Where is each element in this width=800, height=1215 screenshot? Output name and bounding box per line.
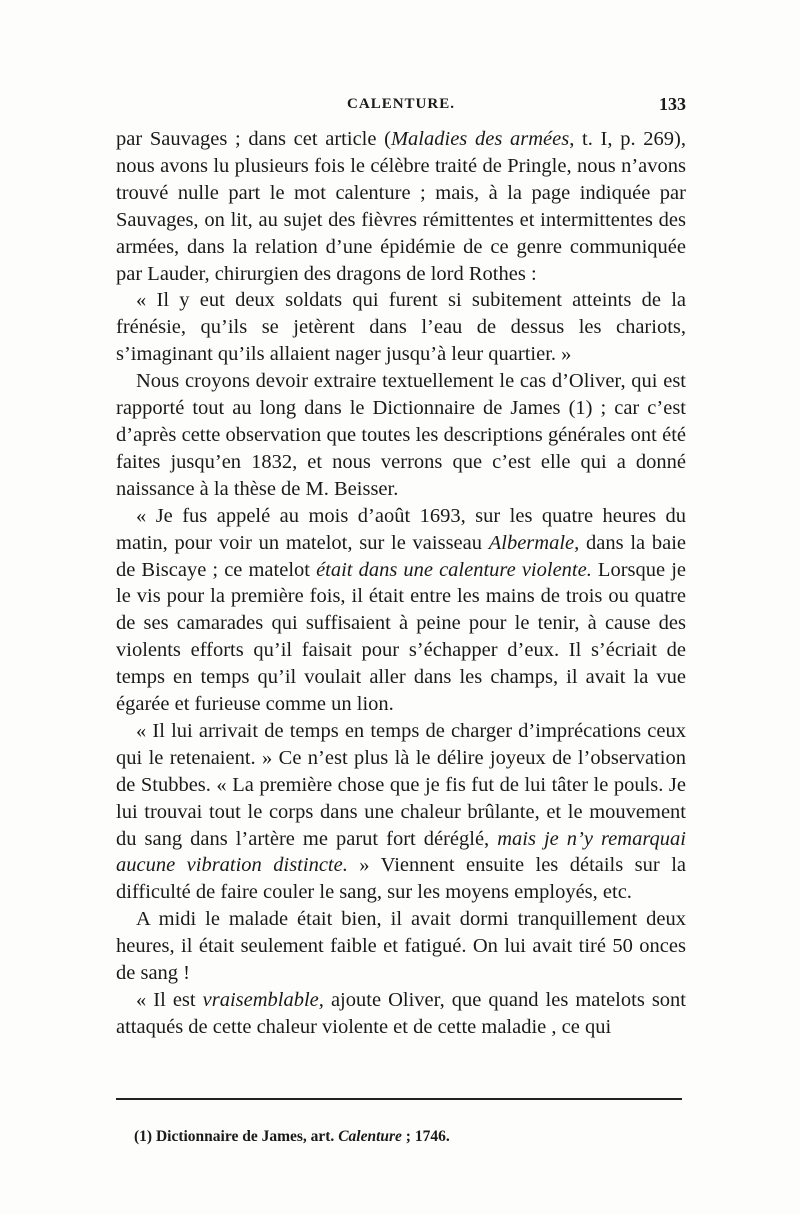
- page-number: 133: [659, 94, 686, 114]
- text-run: dans la baie de Biscaye ; ce matelot: [116, 531, 687, 581]
- footnote-rule: [116, 1098, 682, 1100]
- text-run: « Je fus appelé au mois d’août 1693, sur les quatre heures du matin, pour voir un matelot, sur le vaisseau: [116, 504, 686, 554]
- italic-text: était dans une calenture violente.: [316, 558, 592, 581]
- text-run: A midi le malade était bien, il avait dormi tranquillement deux heures, il était seulement faible et fatigué. On lui avait tiré 50 onces de sang !: [116, 908, 686, 985]
- text-run: « Il est: [136, 989, 203, 1011]
- footnote-italic-text: Calenture: [338, 1128, 402, 1145]
- footnote-date: ; 1746.: [401, 1128, 450, 1145]
- text-run: , t. I, p. 269), nous avons lu plusieurs fois le célèbre traité de Pringle, nous n’avons trouvé nulle part le mot calenture ; mais, à la page indiquée par Sauvages, on lit, au sujet des fièvres rémittentes et intermittentes des armées, dans la relation d’une épidémie de ce genre communiquée par Lauder, chirurgien des dragons de lord Rothes :: [116, 128, 686, 285]
- text-run: Lorsque je le vis pour la première fois, il était entre les mains de trois ou quatre de ses camarades qui suffisaient à peine pour le tenir, à cause des violents efforts qu’il faisait pour s’échapper d’eux. Il s’écriait de temps en temps qu’il voulait aller dans les champs, il avait la vue égarée et furieuse comme un lion.: [116, 558, 686, 716]
- footnote-text: (1) Dictionnaire de James, art.: [134, 1128, 339, 1145]
- running-head: [116, 96, 686, 120]
- text-run: » Viennent ensuite les détails sur la difficulté de faire couler le sang, sur les moyens employés, etc.: [116, 854, 686, 904]
- italic-text: Albermale,: [488, 531, 580, 554]
- paragraph: [116, 126, 686, 287]
- running-title: CALENTURE.: [347, 96, 455, 112]
- italic-text: vraisemblable,: [202, 989, 324, 1011]
- text-run: ajoute Oliver, que quand les matelots sont attaqués de cette chaleur violente et de cette maladie , ce qui: [116, 989, 686, 1038]
- text-run: « Il lui arrivait de temps en temps de charger d’imprécations ceux qui le retenaient. » Ce n’est plus là le délire joyeux de l’observation de Stubbes. « La première chose que je fis fut de lui tâter le pouls. Je lui trouvai tout le corps dans une chaleur brûlante, et le mouvement du sang dans l’artère me parut fort déréglé,: [116, 719, 686, 850]
- paragraph: [116, 503, 686, 718]
- paragraph: [116, 987, 686, 1041]
- text-run: par Sauvages ; dans cet article (: [116, 128, 391, 150]
- paragraph: [116, 368, 686, 503]
- italic-text: mais je n’y remarquai aucune vibration distincte.: [116, 827, 686, 877]
- text-run: Nous croyons devoir extraire textuellement le cas d’Oliver, qui est rapporté tout au long dans le Dictionnaire de James (1) ; car c’est d’après cette observation que toutes les descriptions générales ont été faites jusqu’en 1832, et nous verrons que c’est elle qui a donné naissance à la thèse de M. Beisser.: [116, 370, 686, 500]
- footnote: [134, 1128, 684, 1146]
- paragraph: [116, 287, 686, 368]
- text-run: « Il y eut deux soldats qui furent si subitement atteints de la frénésie, qu’ils se jetèrent dans l’eau de dessus les chariots, s’imaginant qu’ils allaient nager jusqu’à leur quartier. »: [116, 289, 686, 366]
- paragraph: [116, 906, 686, 987]
- italic-text: Maladies des armées: [390, 128, 570, 150]
- body-text: [116, 126, 686, 1041]
- paragraph: [116, 718, 686, 906]
